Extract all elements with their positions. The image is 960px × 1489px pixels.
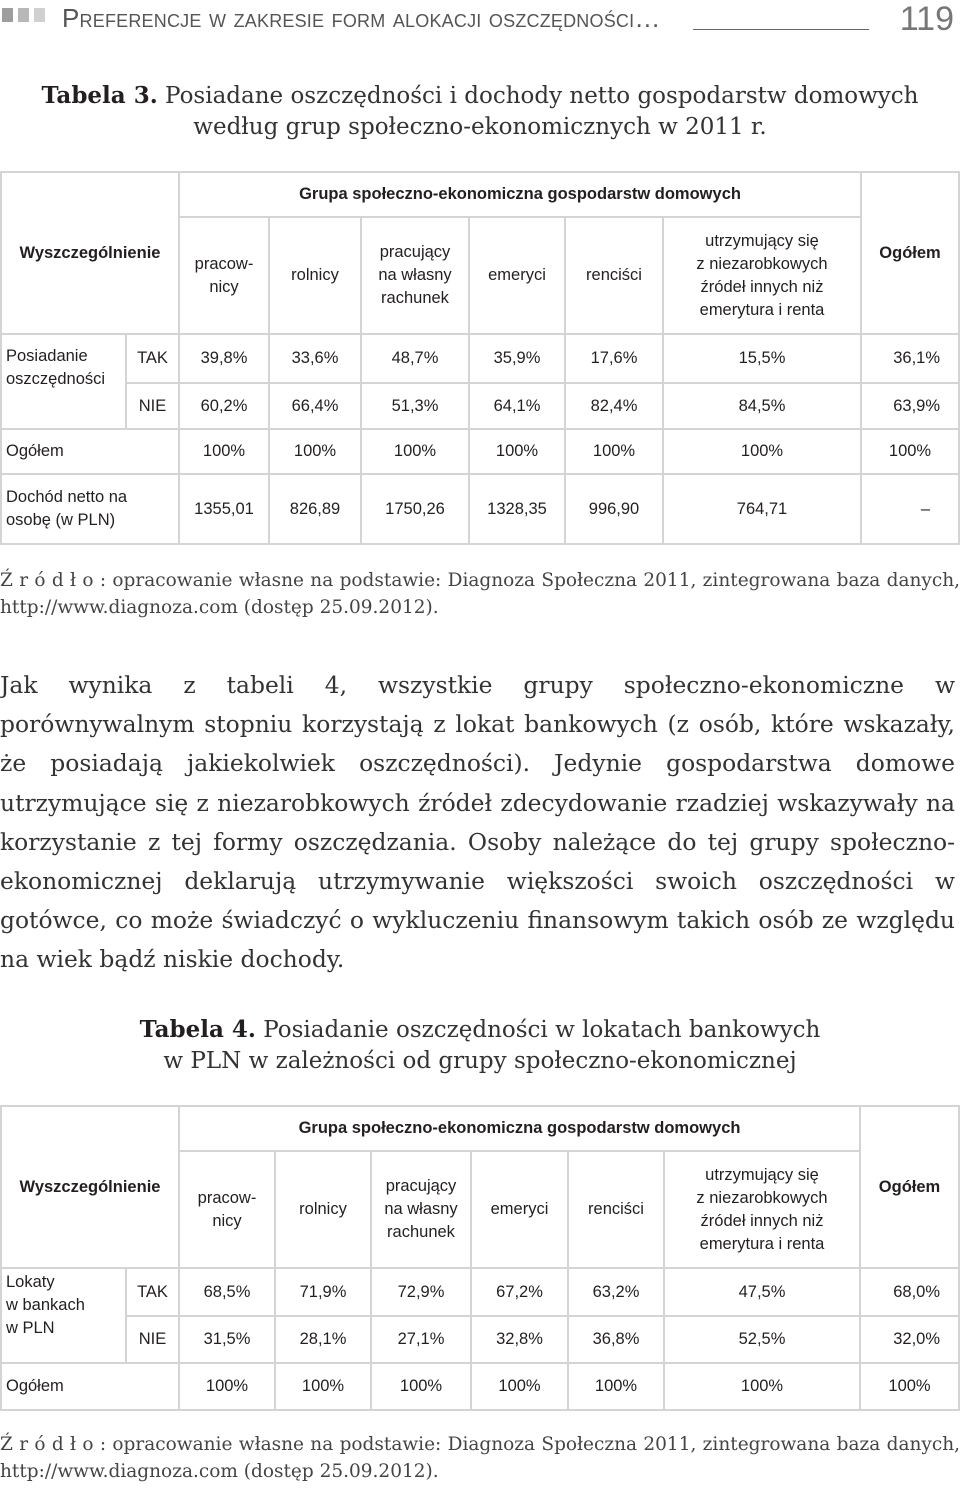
row-label [1,474,179,544]
group-text: utrzymujący się z niezarobkowych źródeł innych niż emerytura i renta [696,1165,828,1253]
cell: 72,9% [371,1268,471,1316]
cell: 47,5% [664,1268,860,1316]
table-row [1,474,959,544]
cell: 764,71 [663,474,861,544]
cell: 32,0% [860,1316,959,1363]
cell: 15,5% [663,334,861,383]
table-row [1,429,959,474]
cell: 100% [471,1363,568,1410]
table3-group-label [663,217,861,334]
table4-source: Ź r ó d ł o : opracowanie własne na podstawie: Diagnoza Społeczna 2011, zintegrowana baza danych, http://www.diagnoza.com (dostęp 25.09.2012). [0,1434,960,1482]
cell: 31,5% [179,1316,275,1363]
table3-group-label [179,217,269,334]
group-text: renciści [588,1200,644,1218]
cell: 33,6% [269,334,361,383]
table4-group-label [568,1151,664,1268]
header-square-icon [18,8,29,22]
cell: 100% [565,429,663,474]
cell: 100% [663,429,861,474]
cell: 36,1% [861,334,959,383]
cell: 48,7% [361,334,469,383]
table-row [1,383,959,429]
cell: 36,8% [568,1316,664,1363]
cell: 71,9% [275,1268,371,1316]
row-sublabel: NIE [126,1316,179,1363]
cell: 27,1% [371,1316,471,1363]
table-row [1,1316,959,1363]
table4-caption-line2: w PLN w zależności od grupy społeczno-ekonomicznej [163,1048,797,1074]
cell: 35,9% [469,334,565,383]
cell: 100% [469,429,565,474]
table4-group-label [471,1151,568,1268]
table-row [1,334,959,383]
group-text: pracow- nicy [197,1188,257,1230]
cell: 100% [664,1363,860,1410]
cell: 1355,01 [179,474,269,544]
running-title: Preferencje w zakresie form alokacji oszczędności… [62,3,661,33]
cell: 63,2% [568,1268,664,1316]
header-square-icon [34,8,45,22]
table4 [0,1105,960,1411]
cell: 100% [860,1363,959,1410]
cell: 39,8% [179,334,269,383]
row-sublabel: TAK [126,334,179,383]
table3-col-spec: Wyszczególnienie [1,172,179,334]
cell: 52,5% [664,1316,860,1363]
table3-caption-line1: Posiadane oszczędności i dochody netto gospodarstw domowych [165,83,919,109]
row-sublabel: NIE [126,383,179,429]
cell: 28,1% [275,1316,371,1363]
cell: 100% [179,429,269,474]
table3 [0,171,960,545]
cell: 84,5% [663,383,861,429]
cell: 17,6% [565,334,663,383]
group-text: rolnicy [291,266,339,284]
cell: 66,4% [269,383,361,429]
cell: 64,1% [469,383,565,429]
cell: 67,2% [471,1268,568,1316]
table4-caption-line1: Posiadanie oszczędności w lokatach bankowych [263,1017,821,1043]
cell: 100% [371,1363,471,1410]
table3-caption-line2: według grup społeczno-ekonomicznych w 2011 r. [193,114,767,140]
table4-caption [0,1014,960,1077]
table4-col-spec: Wyszczególnienie [1,1106,179,1268]
cell: 100% [568,1363,664,1410]
cell: 51,3% [361,383,469,429]
cell: 60,2% [179,383,269,429]
table3-group-label [469,217,565,334]
row-label: Ogółem [1,429,179,474]
table4-group-label [371,1151,471,1268]
cell: 826,89 [269,474,361,544]
table4-col-total: Ogółem [860,1106,959,1268]
page-number: 119 [899,0,954,38]
cell: 68,5% [179,1268,275,1316]
table3-caption [0,80,960,143]
cell: 100% [275,1363,371,1410]
row-label [1,1268,126,1363]
table4-caption-label: Tabela 4. [139,1016,256,1043]
cell: 63,9% [861,383,959,429]
cell: 100% [179,1363,275,1410]
table3-group-label [565,217,663,334]
group-text: rolnicy [299,1200,347,1218]
row-label-text: Posiadanie oszczędności [6,347,106,388]
group-text: renciści [586,266,642,284]
cell: 1328,35 [469,474,565,544]
cell: 1750,26 [361,474,469,544]
group-text: utrzymujący się z niezarobkowych źródeł innych niż emerytura i renta [696,231,828,319]
group-text: pracujący na własny rachunek [378,243,452,307]
table4-group-label [664,1151,860,1268]
header-rule [693,29,869,30]
table3-group-label [361,217,469,334]
table3-source: Ź r ó d ł o : opracowanie własne na podstawie: Diagnoza Społeczna 2011, zintegrowana baza danych, http://www.diagnoza.com (dostęp 25.09.2012). [0,570,960,618]
row-label-text: Dochód netto na osobę (w PLN) [6,488,128,529]
row-sublabel: TAK [126,1268,179,1316]
cell: 100% [269,429,361,474]
body-paragraph: Jak wynika z tabeli 4, wszystkie grupy społeczno-ekonomiczne w porównywalnym stopniu korzystają z lokat bankowych (z osób, które wskazały, że posiadają jakiekolwiek oszczędności). Jedynie gospodarstwa domowe utrzymujące się z niezarobkowych źródeł zdecydowanie rzadziej wskazywały na korzystanie z tej formy oszczędzania. Osoby należące do tej grupy społeczno-ekonomicznej deklarują utrzymywanie większości swoich oszczędności w gotówce, co może świadczyć o wykluczeniu finansowym takich osób ze względu na wiek bądź niskie dochody. [0,671,955,974]
table3-col-total: Ogółem [861,172,959,334]
table-row [1,1363,959,1410]
row-label-text: Lokaty w bankach w PLN [6,1273,85,1337]
table4-group-label [275,1151,371,1268]
table3-group-label [269,217,361,334]
cell: 68,0% [860,1268,959,1316]
group-text: pracow- nicy [194,254,254,296]
group-text: emeryci [488,266,546,284]
cell: 996,90 [565,474,663,544]
cell: 82,4% [565,383,663,429]
group-text: pracujący na własny rachunek [384,1177,458,1241]
table-row [1,1268,959,1316]
group-text: emeryci [490,1200,549,1218]
cell: 100% [861,429,959,474]
table3-caption-label: Tabela 3. [41,82,158,109]
header-square-icon [2,8,13,22]
cell: 100% [361,429,469,474]
row-label: Ogółem [1,1363,179,1410]
table4-group-header: Grupa społeczno-ekonomiczna gospodarstw domowych [179,1106,860,1151]
cell: – [861,474,959,544]
cell: 32,8% [471,1316,568,1363]
row-label [1,334,126,429]
table4-group-label [179,1151,275,1268]
table3-group-header: Grupa społeczno-ekonomiczna gospodarstw domowych [179,172,861,217]
running-header [0,0,960,40]
